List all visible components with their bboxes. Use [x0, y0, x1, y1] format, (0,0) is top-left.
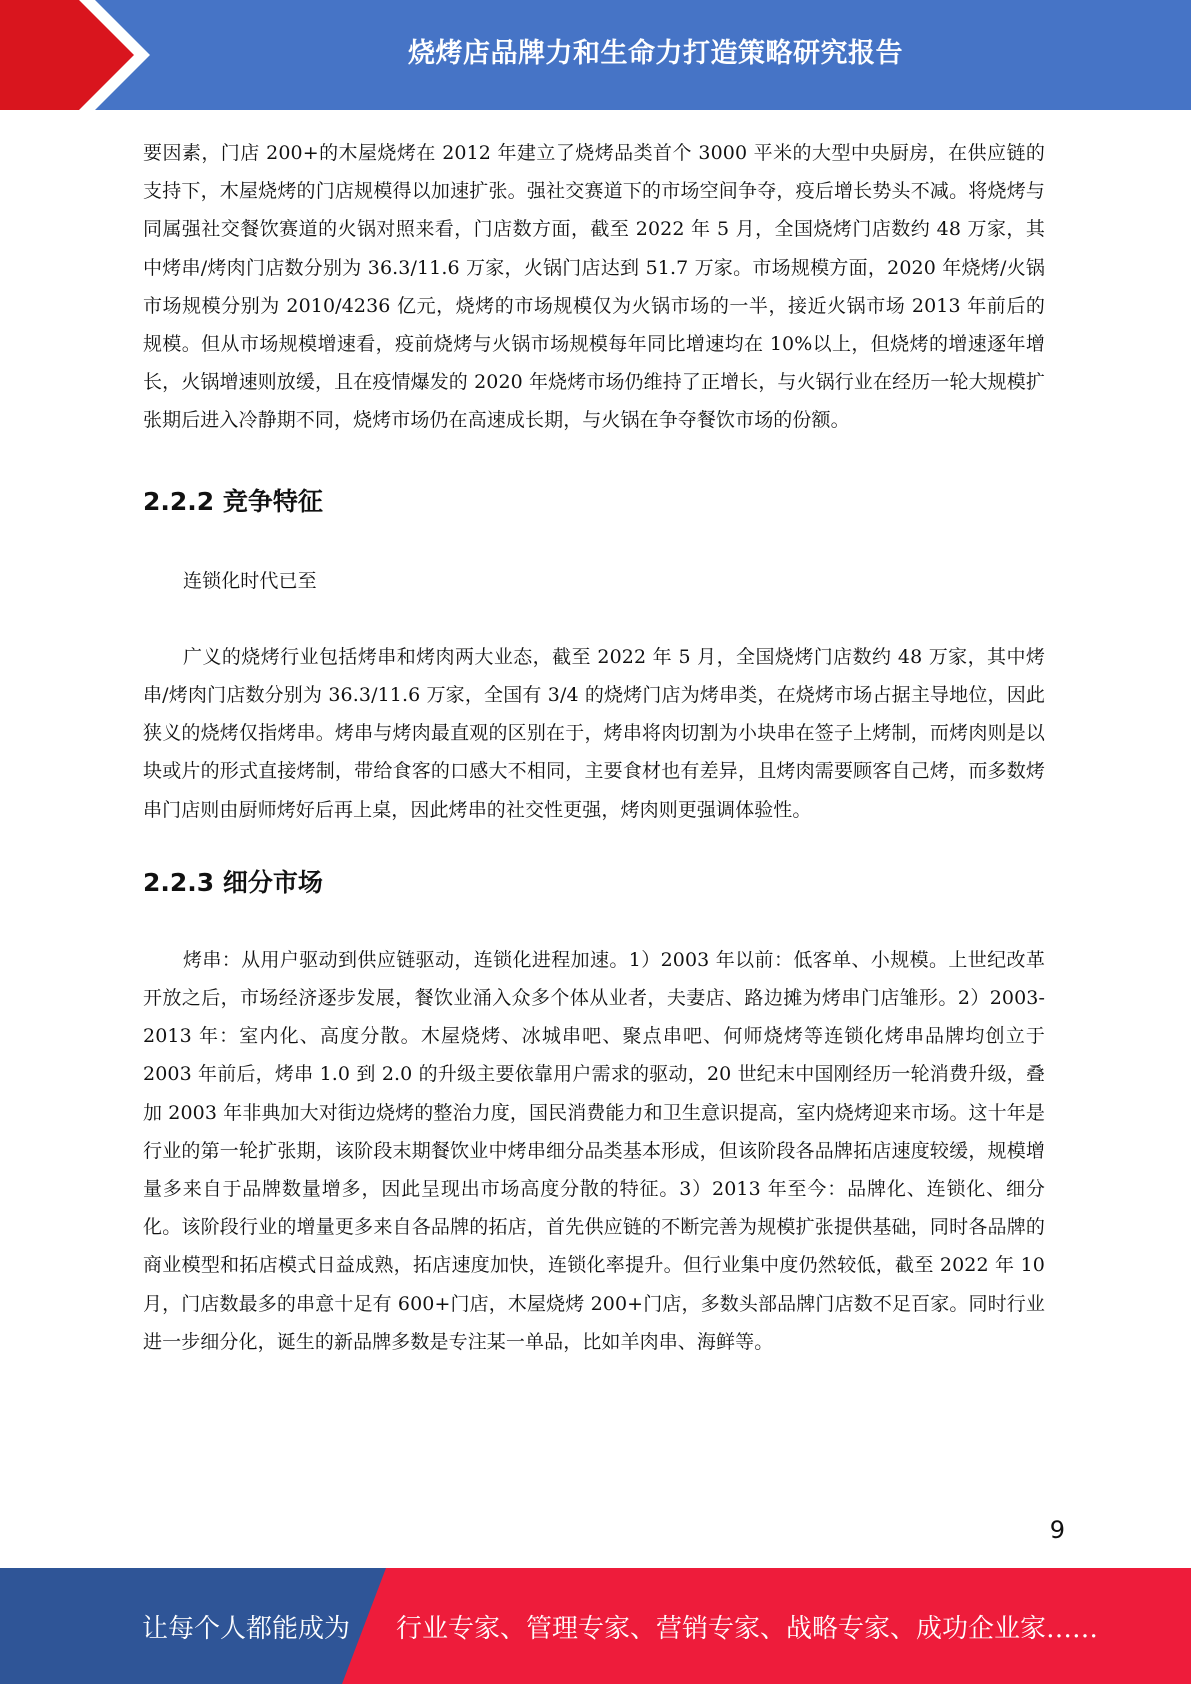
page-header	[0, 0, 1191, 110]
page-footer	[0, 1568, 1191, 1684]
document-body	[143, 134, 1045, 1361]
paragraph-segment-market: 烤串：从用户驱动到供应链驱动，连锁化进程加速。1）2003 年以前：低客单、小规模。上世纪改革开放之后，市场经济逐步发展，餐饮业涌入众多个体从业者，夫妻店、路边摊为烤串门店雏形。2）2003-2013 年：室内化、高度分散。木屋烧烤、冰城串吧、聚点串吧、何师烧烤等连锁化烤串品牌均创立于 2003 年前后，烤串 1.0 到 2.0 的升级主要依靠用户需求的驱动，20 世纪末中国刚经历一轮消费升级，叠加 2003 年非典加大对街边烧烤的整治力度，国民消费能力和卫生意识提高，室内烧烤迎来市场。这十年是行业的第一轮扩张期，该阶段末期餐饮业中烤串细分品类基本形成，但该阶段各品牌拓店速度较缓，规模增量多来自于品牌数量增多，因此呈现出市场高度分散的特征。3）2013 年至今：品牌化、连锁化、细分化。该阶段行业的增量更多来自各品牌的拓店，首先供应链的不断完善为规模扩张提供基础，同时各品牌的商业模型和拓店模式日益成熟，拓店速度加快，连锁化率提升。但行业集中度仍然较低，截至 2022 年 10 月，门店数最多的串意十足有 600+门店，木屋烧烤 200+门店，多数头部品牌门店数不足百家。同时行业进一步细分化，诞生的新品牌多数是专注某一单品，比如羊肉串、海鲜等。	[143, 948, 1045, 1353]
page-number: 9	[1049, 1516, 1065, 1544]
footer-slogan-right: 行业专家、管理专家、营销专家、战略专家、成功企业家……	[396, 1613, 1099, 1644]
paragraph-competition: 广义的烧烤行业包括烤串和烤肉两大业态，截至 2022 年 5 月，全国烧烤门店数约 48 万家，其中烤串/烤肉门店数分别为 36.3/11.6 万家，全国有 3/4 的烧烤门店为烤串类，在烧烤市场占据主导地位，因此狭义的烧烤仅指烤串。烤串与烤肉最直观的区别在于，烤串将肉切割为小块串在签子上烤制，而烤肉则是以块或片的形式直接烤制，带给食客的口感大不相同，主要食材也有差异，且烤肉需要顾客自己烤，而多数烤串门店则由厨师烤好后再上桌，因此烤串的社交性更强，烤肉则更强调体验性。	[143, 645, 1045, 821]
paragraph-market-comparison: 要因素，门店 200+的木屋烧烤在 2012 年建立了烧烤品类首个 3000 平米的大型中央厨房，在供应链的支持下，木屋烧烤的门店规模得以加速扩张。强社交赛道下的市场空间争夺，疫后增长势头不减。将烧烤与同属强社交餐饮赛道的火锅对照来看，门店数方面，截至 2022 年 5 月，全国烧烤门店数约 48 万家，其中烤串/烤肉门店数分别为 36.3/11.6 万家，火锅门店达到 51.7 万家。市场规模方面，2020 年烧烤/火锅市场规模分别为 2010/4236 亿元，烧烤的市场规模仅为火锅市场的一半，接近火锅市场 2013 年前后的规模。但从市场规模增速看，疫前烧烤与火锅市场规模每年同比增速均在 10%以上，但烧烤的增速逐年增长，火锅增速则放缓，且在疫情爆发的 2020 年烧烤市场仍维持了正增长，与火锅行业在经历一轮大规模扩张期后进入冷静期不同，烧烤市场仍在高速成长期，与火锅在争夺餐饮市场的份额。	[143, 142, 1045, 432]
subheading-chain-era: 连锁化时代已至	[183, 569, 317, 592]
section-heading-2-2-3: 2.2.3 细分市场	[143, 867, 323, 897]
report-title: 烧烤店品牌力和生命力打造策略研究报告	[408, 37, 903, 69]
section-heading-2-2-2: 2.2.2 竞争特征	[143, 486, 323, 516]
footer-slogan-left: 让每个人都能成为	[142, 1613, 351, 1644]
